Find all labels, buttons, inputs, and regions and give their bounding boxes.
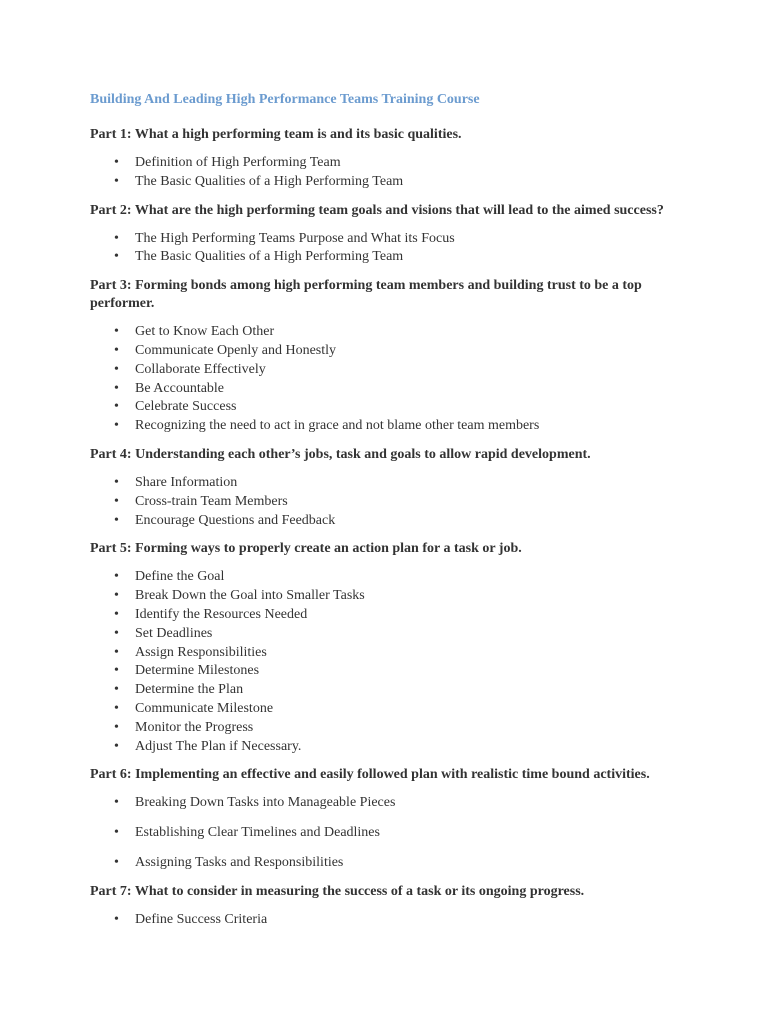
bullet-list xyxy=(90,911,690,930)
list-item xyxy=(90,681,690,700)
list-item-text: Encourage Questions and Feedback xyxy=(135,512,336,528)
bullet-icon: • xyxy=(114,418,119,434)
list-item xyxy=(90,662,690,681)
bullet-icon: • xyxy=(114,399,119,415)
section-part-1 xyxy=(90,126,690,192)
bullet-icon: • xyxy=(114,825,119,841)
bullet-icon: • xyxy=(114,512,119,528)
bullet-list xyxy=(90,794,690,872)
list-item xyxy=(90,700,690,719)
bullet-list xyxy=(90,230,690,268)
list-item xyxy=(90,398,690,417)
bullet-icon: • xyxy=(114,569,119,585)
bullet-icon: • xyxy=(114,230,119,246)
bullet-icon: • xyxy=(114,173,119,189)
section-part-5 xyxy=(90,540,690,756)
bullet-icon: • xyxy=(114,588,119,604)
bullet-icon: • xyxy=(114,911,119,927)
section-part-4 xyxy=(90,446,690,530)
list-item-text: Assign Responsibilities xyxy=(135,644,267,660)
list-item xyxy=(90,474,690,493)
list-item-text: Cross-train Team Members xyxy=(135,493,288,509)
list-item-text: Identify the Resources Needed xyxy=(135,606,308,622)
section-part-3 xyxy=(90,277,690,436)
list-item-text: Establishing Clear Timelines and Deadlines xyxy=(135,825,380,841)
section-part-2 xyxy=(90,202,690,268)
list-item-text: Assigning Tasks and Responsibilities xyxy=(135,854,344,870)
list-item-text: Communicate Openly and Honestly xyxy=(135,342,337,358)
list-item xyxy=(90,719,690,738)
list-item xyxy=(90,342,690,361)
bullet-icon: • xyxy=(114,474,119,490)
section-part-7 xyxy=(90,883,690,930)
list-item xyxy=(90,493,690,512)
bullet-icon: • xyxy=(114,493,119,509)
list-item-text: Define the Goal xyxy=(135,569,225,585)
bullet-icon: • xyxy=(114,682,119,698)
section-heading: Part 2: What are the high performing team goals and visions that will lead to the aimed success? xyxy=(90,202,664,218)
list-item-text: The Basic Qualities of a High Performing Team xyxy=(135,173,404,189)
list-item xyxy=(90,854,690,873)
section-heading: Part 4: Understanding each other’s jobs, task and goals to allow rapid development. xyxy=(90,446,591,462)
list-item-text: Break Down the Goal into Smaller Tasks xyxy=(135,588,365,604)
list-item-text: The Basic Qualities of a High Performing Team xyxy=(135,249,404,265)
document-title: Building And Leading High Performance Teams Training Course xyxy=(90,92,480,107)
bullet-list xyxy=(90,154,690,192)
list-item-text: Be Accountable xyxy=(135,380,225,396)
bullet-icon: • xyxy=(114,625,119,641)
list-item-text: Celebrate Success xyxy=(135,399,237,415)
document-body xyxy=(90,91,690,940)
section-heading: Part 1: What a high performing team is and its basic qualities. xyxy=(90,127,462,142)
list-item xyxy=(90,644,690,663)
list-item-text: Definition of High Performing Team xyxy=(135,155,341,170)
bullet-icon: • xyxy=(114,249,119,265)
list-item-text: Recognizing the need to act in grace and not blame other team members xyxy=(135,418,540,434)
bullet-list xyxy=(90,474,690,530)
list-item xyxy=(90,230,690,249)
list-item xyxy=(90,568,690,587)
list-item-text: Define Success Criteria xyxy=(135,911,268,927)
bullet-icon: • xyxy=(114,644,119,660)
list-item xyxy=(90,911,690,930)
bullet-icon: • xyxy=(114,719,119,735)
list-item-text: Communicate Milestone xyxy=(135,700,274,716)
list-item xyxy=(90,587,690,606)
section-heading: Part 7: What to consider in measuring the success of a task or its ongoing progress. xyxy=(90,883,585,899)
list-item xyxy=(90,417,690,436)
list-item xyxy=(90,794,690,813)
list-item-text: Get to Know Each Other xyxy=(135,324,275,340)
bullet-icon: • xyxy=(114,700,119,716)
bullet-list xyxy=(90,568,690,756)
section-heading: Part 6: Implementing an effective and easily followed plan with realistic time bound activities. xyxy=(90,767,650,783)
section-part-6 xyxy=(90,766,690,872)
list-item-text: Adjust The Plan if Necessary. xyxy=(135,738,302,754)
list-item xyxy=(90,738,690,757)
section-heading: Part 5: Forming ways to properly create an action plan for a task or job. xyxy=(90,541,522,557)
list-item xyxy=(90,323,690,342)
bullet-icon: • xyxy=(114,155,119,170)
bullet-icon: • xyxy=(114,606,119,622)
list-item xyxy=(90,154,690,173)
bullet-icon: • xyxy=(114,324,119,340)
list-item xyxy=(90,173,690,192)
list-item-text: Monitor the Progress xyxy=(135,719,254,735)
bullet-icon: • xyxy=(114,380,119,396)
bullet-icon: • xyxy=(114,738,119,754)
list-item-text: Set Deadlines xyxy=(135,625,213,641)
list-item-text: Determine the Plan xyxy=(135,682,244,698)
section-heading: Part 3: Forming bonds among high performing team members and building trust to be a top performer. xyxy=(90,278,642,312)
list-item xyxy=(90,606,690,625)
list-item xyxy=(90,625,690,644)
list-item-text: Breaking Down Tasks into Manageable Pieces xyxy=(135,795,396,811)
list-item xyxy=(90,824,690,843)
bullet-icon: • xyxy=(114,361,119,377)
bullet-icon: • xyxy=(114,342,119,358)
bullet-list xyxy=(90,323,690,436)
list-item-text: Determine Milestones xyxy=(135,663,260,679)
list-item-text: The High Performing Teams Purpose and What its Focus xyxy=(135,230,455,246)
list-item-text: Share Information xyxy=(135,474,238,490)
list-item xyxy=(90,361,690,380)
list-item-text: Collaborate Effectively xyxy=(135,361,266,377)
list-item xyxy=(90,512,690,531)
bullet-icon: • xyxy=(114,663,119,679)
bullet-icon: • xyxy=(114,854,119,870)
bullet-icon: • xyxy=(114,795,119,811)
list-item xyxy=(90,248,690,267)
list-item xyxy=(90,380,690,399)
